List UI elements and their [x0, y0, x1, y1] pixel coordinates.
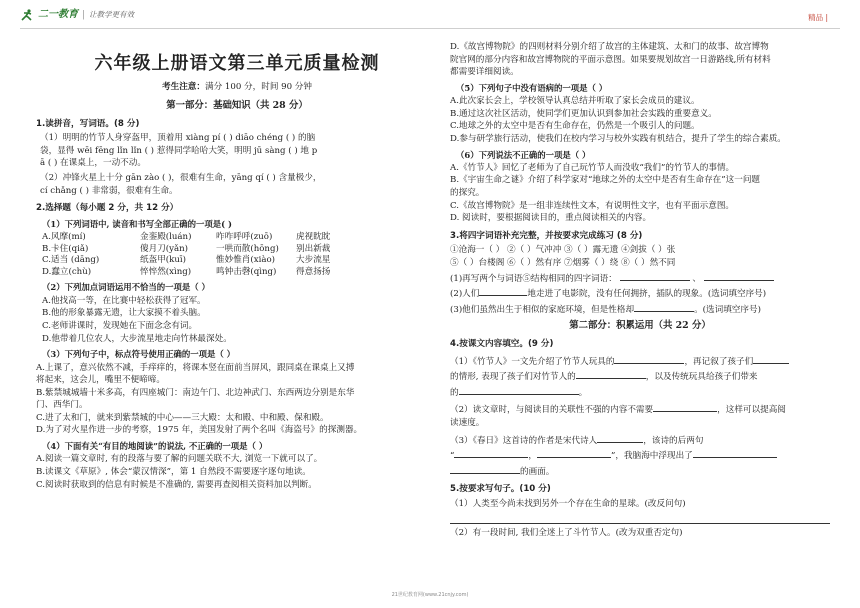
s6-option: A.《竹节人》回忆了老师为了自己玩竹节人而没收“我们”的竹节人的事情。	[450, 162, 735, 173]
s4-option: B.读课文《草原》, 体会“蒙汉情深”，第 1 自然段不需要逐字逐句地读。	[36, 467, 311, 478]
header-divider	[20, 28, 840, 29]
s2-heading: （2）下列加点词语运用不恰当的一项是（ ）	[42, 282, 210, 293]
answer-blank[interactable]	[614, 354, 684, 364]
option-cell: C.适当 (dāng)	[42, 255, 100, 266]
q4-text: ，再记叙了孩子们	[684, 356, 754, 367]
right-column	[450, 42, 830, 540]
q1-line: cí chǎng ( ) 非常弱，很难有生命。	[40, 185, 178, 196]
q4-text: （2）读文章时，与阅读目的关联性不强的内容不需要	[450, 405, 654, 416]
s4-option: A.阅读一篇文章时, 有的段落与要了解的问题关联不大, 浏览一下就可以了。	[36, 454, 323, 465]
q3-comma: 、	[692, 273, 701, 284]
part1-heading: 第一部分：基础知识（共 28 分）	[166, 99, 308, 111]
s1-options	[36, 232, 438, 278]
answer-blank[interactable]	[459, 385, 579, 395]
q4-text: 的情形, 表现了孩子们对竹节人的	[450, 372, 576, 383]
note-label: 考生注意：	[162, 82, 205, 93]
s3-heading: （3）下列句子中，标点符号使用正确的一项是（ ）	[42, 349, 235, 360]
option-cell: 别出新裁	[296, 243, 331, 254]
q3-heading: 3.将四字词语补充完整，并按要求完成练习 (8 分)	[450, 230, 643, 241]
s4-option: 都需要详细阅读。	[450, 67, 519, 78]
page-title: 六年级上册语文第三单元质量检测	[94, 53, 380, 74]
answer-blank[interactable]	[454, 448, 528, 458]
q3-line-text: 地走进了电影院，没有任何拥挤，插队的现象。(选词填空序号)	[527, 289, 767, 300]
option-cell: 大步流星	[296, 255, 331, 266]
logo-separator: |	[82, 9, 86, 20]
page-header	[0, 0, 860, 28]
q4-text: （3）《春日》这首诗的作者是宋代诗人	[450, 435, 598, 446]
s3-option: 将起来，这会儿，嘴里不便啼啼。	[36, 375, 165, 386]
q4-text: （1）《竹节人》一文先介绍了竹节人玩具的	[450, 356, 615, 367]
s6-heading: （6）下列说法不正确的一项是（ ）	[456, 149, 591, 160]
option-cell: 悴悴然(xìng)	[140, 266, 192, 277]
s2-option: D.他带着几位农人，大步流星地走向竹林最深处。	[42, 333, 232, 344]
s4-option: C.阅读时获取到的信息有时候是不准确的, 需要再查阅相关资料加以判断。	[36, 479, 317, 490]
answer-blank[interactable]	[620, 271, 690, 281]
note-text: 满分 100 分，时间 90 分钟	[204, 82, 312, 93]
q5-heading: 5.按要求写句子。(10 分)	[450, 484, 551, 495]
option-cell: 金銮殿(luán)	[140, 232, 192, 243]
s5-option: B.通过这次社区活动，使同学们更加认识到参加社会实践的重要意义。	[450, 108, 717, 119]
answer-blank[interactable]	[704, 271, 774, 281]
q4-heading: 4.按课文内容填空。(9 分)	[450, 339, 554, 350]
option-cell: B.卡住(qiǎ)	[42, 243, 89, 254]
q4-text: 的画面。	[520, 466, 555, 477]
logo-slogan: 让教学更有效	[89, 9, 135, 19]
q3-words-row: ①沧海一（ ） ②（ ）气冲冲 ③（ ）露无遗 ④剑拔（ ）张	[450, 245, 676, 256]
q4-text: ”，我脑海中浮现出了	[611, 451, 693, 462]
q4-quote: “	[450, 451, 455, 462]
s4-option: 院官网的部分内容和故宫博物院的平面示意图。如果要规划故宫一日游路线,所有材料	[450, 54, 771, 65]
s6-option: D. 阅读时，要根据阅读目的，重点阅读相关的内容。	[450, 213, 652, 224]
option-cell: 得意扬扬	[296, 266, 331, 277]
q5-line: （2）有一段时间, 我们全迷上了斗竹节人。(改为双重否定句)	[450, 527, 683, 538]
option-cell: 鸣钟击磬(qìng)	[216, 266, 277, 277]
q4-text: 。	[578, 387, 588, 398]
s6-option: B.《宇宙生命之谜》介绍了科学家对“地球之外的太空中是否有生命存在”这一问题	[450, 175, 761, 186]
s2-option: C.老师讲课时，发现她在下面念念有词。	[42, 320, 198, 331]
q4-line: 读速度。	[450, 418, 485, 429]
q4-text: ，	[528, 451, 538, 462]
s6-option: 的探究。	[450, 188, 485, 199]
q1-line: ā ( ) 在课桌上，一动不动。	[40, 158, 146, 169]
q4-line	[450, 402, 830, 417]
q3-line-text: (2)人们	[450, 289, 480, 300]
q4-text: ，该诗的后两句	[643, 435, 704, 446]
q4-text: ，以及传统玩具给孩子们带来	[645, 372, 758, 383]
q2-heading: 2.选择题（每小题 2 分，共 12 分）	[36, 203, 179, 214]
q1-heading: 1.读拼音，写词语。(8 分)	[36, 118, 140, 129]
s2-option: B.他的形象暴露无遗，让大家摸不着头脑。	[42, 308, 206, 319]
answer-blank[interactable]	[576, 369, 646, 379]
s3-option: 门、西华门。	[36, 400, 88, 411]
q3-words-row: ⑤（ ）台楼阁 ⑥（ ）然有序 ⑦烟雾（ ）绕 ⑧（ ）然不同	[450, 258, 676, 268]
q1-line: （2）冲锋火星上十分 gān zào ( )，很难有生命，yāng qí ( ) 含量极少，	[40, 172, 322, 183]
option-cell: 惟妙惟肖(xiào)	[216, 255, 275, 266]
s5-option: A.此次家长会上，学校领导认真总结并听取了家长会成员的建议。	[450, 96, 700, 107]
q3-line	[450, 271, 830, 286]
q5-line: （1）人类至今尚未找到另外一个存在生命的星球。(改反问句)	[450, 499, 686, 509]
q3-line-text: (3)他们虽然出生于相似的家庭环境，但是性格却	[450, 304, 635, 315]
logo-text: 二一教育	[38, 9, 78, 20]
quality-badge: 精品 |	[808, 13, 828, 22]
q4-line	[450, 369, 830, 384]
exam-note	[36, 82, 438, 94]
option-cell: D.蠢立(chù)	[42, 266, 92, 277]
answer-blank[interactable]	[753, 354, 789, 364]
option-cell: 傻月刀(yǎn)	[140, 243, 189, 254]
s4-option: D.《故宫博物院》的四则材料分别介绍了故宫的主体建筑、太和门的故事、故宫博物	[450, 42, 769, 52]
page-footer: 21世纪教育网(www.21cnjy.com)	[391, 592, 469, 598]
answer-blank[interactable]	[450, 464, 520, 474]
part2-heading: 第二部分：积累运用（共 22 分）	[569, 320, 711, 332]
runner-icon	[20, 9, 34, 21]
option-cell: 咋咋呼呼(zuō)	[216, 232, 273, 243]
s5-option: D.参与研学旅行活动，使我们在校内学习与校外实践有机结合，提升了学生的综合素质。	[450, 133, 786, 144]
option-cell: 虎视眈眈	[296, 232, 331, 243]
q4-line	[450, 448, 830, 463]
q4-line	[450, 385, 830, 400]
s3-option: B.紫禁城城墙十米多高，有四座城门：南边午门、北边神武门、东西两边分别是东华	[36, 387, 355, 398]
s6-option: C.《故宫博物院》是一组非连续性文本，有说明性文字，也有平面示意图。	[450, 200, 735, 211]
option-cell: 一哄而散(hōng)	[216, 243, 279, 254]
answer-blank[interactable]	[693, 448, 777, 458]
q1-line: 袋，显得 wēi fēng lǐn lǐn ( ) 惹得同学哈哈大笑，明明 jū sàng ( ) 地 p	[40, 145, 318, 156]
q3-line-text: 。(选词填空序号)	[694, 304, 761, 315]
q4-line	[450, 464, 830, 479]
q1-line: （1）明明的竹节人身穿盔甲，顶着用 xiàng pí ( ) diāo chéng ( ) 的脑	[40, 133, 316, 144]
answer-line[interactable]	[450, 513, 830, 524]
s5-heading: （5）下列句子中没有语病的一项是（ ）	[456, 82, 608, 93]
logo	[20, 8, 134, 22]
s3-option: D.为了对火星作进一步的考察，1975 年，美国发射了两个名叫《海盗号》的探测器。	[36, 425, 363, 436]
answer-blank[interactable]	[479, 286, 527, 296]
s3-option: C.进了太和门，就来到紫禁城的中心——三大殿：太和殿、中和殿、保和殿。	[36, 412, 329, 423]
option-cell: A.风摩(mí)	[42, 232, 86, 243]
s5-option: C.地球之外的太空中是否有生命存在，仍然是一个吸引人的问题。	[450, 121, 700, 132]
answer-blank[interactable]	[597, 433, 643, 443]
s1-heading: （1）下列词语中, 读音和书写全部正确的一项是( )	[42, 218, 232, 229]
q4-text: ，这样可以提高阅	[717, 405, 786, 416]
q3-line-text: (1)再写两个与词语⑤结构相同的四字词语：	[450, 273, 617, 284]
q4-line	[450, 354, 830, 369]
s2-option: A.他找高一等，在比赛中轻松获得了冠军。	[42, 295, 206, 306]
s4-heading: （4）下面有关“有目的地阅读”的说法, 不正确的一项是（ ）	[42, 441, 268, 452]
option-cell: 纸盔甲(kuī)	[140, 255, 186, 266]
q4-line	[450, 433, 830, 448]
answer-blank[interactable]	[537, 448, 611, 458]
answer-blank[interactable]	[634, 302, 694, 312]
s3-option: A.上课了，意兴依然不减，手痒痒的，将课本竖在面前当屏风，跟同桌在课桌上又搏	[36, 362, 355, 373]
q4-text: 的	[450, 387, 459, 398]
q3-line	[450, 302, 830, 317]
q3-line	[450, 286, 830, 301]
answer-blank[interactable]	[653, 402, 717, 412]
left-column	[36, 40, 438, 492]
